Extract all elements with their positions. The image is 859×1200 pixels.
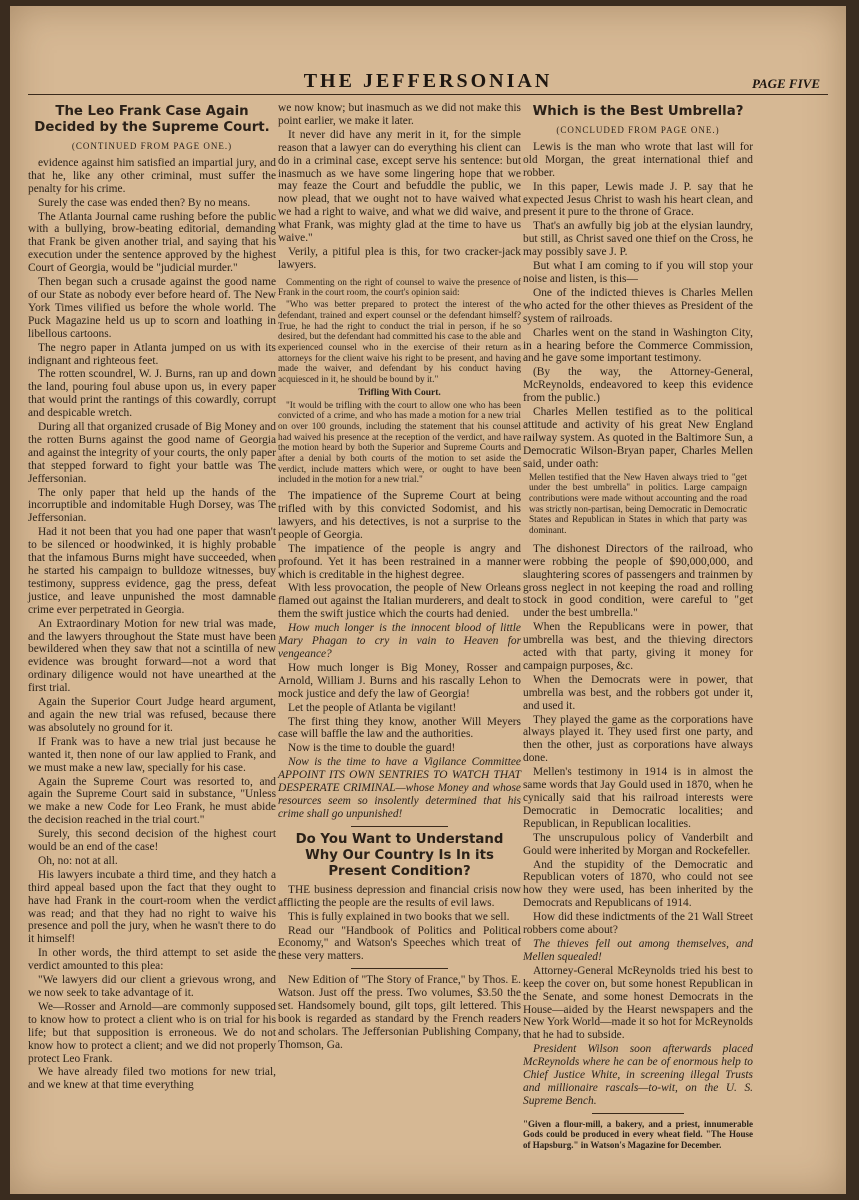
paragraph: Now is the time to have a Vigilance Committee APPOINT ITS OWN SENTRIES TO WATCH THAT DESPERATE CRIMINAL—whose Money and whose resources seem so insolently determined that his crime shall go unpunished!	[278, 756, 521, 820]
paragraph: Again the Supreme Court was resorted to, and again the Supreme Court said in substance, "Unless we make a new Code for Leo Frank, he must abide the decision reached in the trial court."	[28, 775, 276, 827]
paragraph: In this paper, Lewis made J. P. say that he expected Jesus Christ to wash his heart clean, and present it pure to the throne of Grace.	[523, 180, 753, 219]
paragraph: Had it not been that you had one paper that wasn't to be silenced or hoodwinked, it is highly probable that the infamous Burns might have succeeded, when he started his campaign to bulldoze witnesses, buy testimony, suppress evidence, gag the press, defeat justice, and leave unpunished the most damnable crime ever perpetrated in Georgia.	[28, 526, 276, 616]
paragraph: Then began such a crusade against the good name of our State as nobody ever before heard of. The New York Times vilified us before the whole world. The Puck Magazine held us up to scorn and loathing in libellous cartoons.	[28, 276, 276, 340]
paragraph: That's an awfully big job at the elysian laundry, but still, as Christ saved one thief on the Cross, he may possibly save J. P.	[523, 220, 753, 259]
column-left	[28, 102, 276, 1093]
paragraph: Attorney-General McReynolds tried his best to keep the cover on, but some honest Republican in the Senate, and some honest Democrats in the House—aided by the Hearst newspapers and the New York World—made it so hot for McReynolds that he had to subside.	[523, 964, 753, 1042]
paragraph: The first thing they know, another Will Meyers case will baffle the law and the authorities.	[278, 715, 521, 741]
paragraph: The Atlanta Journal came rushing before the public with a bullying, brow-beating editorial, demanding that Frank be given another trial, and saying that his execution under the sentence approved by the highest Court of Georgia, would be "judicial murder."	[28, 210, 276, 275]
headline-leo-frank: The Leo Frank Case Again Decided by the Supreme Court.	[34, 104, 270, 135]
paragraph: Charles went on the stand in Washington City, in a hearing before the Commerce Commission, and he gave some important testimony.	[523, 326, 753, 365]
paragraph: Let the people of Atlanta be vigilant!	[288, 701, 457, 714]
paragraph: How much longer is the innocent blood of little Mary Phagan to cry in vain to Heaven for vengeance?	[278, 622, 521, 661]
divider	[592, 1113, 684, 1114]
paragraph: Now is the time to double the guard!	[288, 742, 456, 755]
paragraph: (By the way, the Attorney-General, McReynolds, endeavored to keep this evidence from the public.)	[523, 366, 753, 405]
paragraph: With less provocation, the people of New Orleans flamed out against the Italian murderers, and dealt to them the swift justice which the courts had denied.	[278, 582, 521, 621]
paragraph: we now know; but inasmuch as we did not make this point earlier, we make it later.	[278, 102, 521, 127]
paragraph: An Extraordinary Motion for new trial was made, and the lawyers throughout the State must have been bewildered when they saw that not a scintilla of new evidence was brought forward—not a word that ordinary diligence would not have unearthed at the first trial.	[28, 617, 276, 695]
subhead-trifling: Trifling With Court.	[358, 387, 441, 398]
paragraph: We—Rosser and Arnold—are commonly supposed to know how to protect a client who is on trial for his life; but that supposition is erroneous. We do not know how to protect a client; and we did not properly protect Leo Frank.	[28, 1000, 276, 1065]
paragraph: Surely the case was ended then? By no means.	[38, 196, 251, 209]
paragraph: Again the Superior Court Judge heard argument, and again the new trial was refused, because there was absolutely no ground for it.	[28, 696, 276, 734]
paragraph: And the stupidity of the Democratic and Republican voters of 1870, who could not see how they were used, has been inherited by the Democrats and Republicans of 1914.	[523, 858, 753, 910]
mellen-quote: Mellen testified that the New Haven always tried to "get under the best umbrella" in politics. Large campaign contributions were made without accounting and the road was strictly non-partisan, being Democratic in Democratic States and Republican in States in which that party was dominant.	[529, 472, 747, 537]
paragraph: Commenting on the right of counsel to waive the presence of Frank in the court room, the court's opinion said:	[278, 277, 521, 299]
paragraph: Read our "Handbook of Politics and Political Economy," and Watson's Speeches which treat of these very matters.	[278, 924, 521, 963]
paragraph: They played the game as the corporations have always played it. They used first one party, and then the other, just as corporations have always done.	[523, 713, 753, 765]
paragraph: evidence against him satisfied an impartial jury, and that he, like any other criminal, must suffer the penalty for his crime.	[28, 156, 276, 195]
paragraph: In other words, the third attempt to set aside the verdict amounted to this plea:	[28, 947, 276, 973]
paragraph: The impatience of the people is angry and profound. Yet it has been restrained in a manner which is creditable in the highest degree.	[278, 542, 521, 581]
paragraph: Mellen's testimony in 1914 is in almost the same words that Jay Gould used in 1870, when he cynically said that his railroad interests were Democratic in Democratic localities; and Republican, in Republican localities.	[523, 766, 753, 830]
paragraph: It never did have any merit in it, for the simple reason that a lawyer can do everything his client can do in a criminal case, except serve his sentence: but inasmuch as we have some lingering hope that we may feaze the Court and befuddle the public, we now plead, that we ought not to have waived what we had a right to waive, and what we did waive, and what Frank, was mighty glad at the time to have us waive."	[278, 128, 521, 245]
paragraph: Lewis is the man who wrote that last will for old Morgan, the great international thief and robber.	[523, 140, 753, 179]
newspaper-page	[10, 6, 846, 1194]
concluded-note: (CONCLUDED FROM PAGE ONE.)	[556, 125, 720, 135]
column-middle	[278, 102, 521, 1053]
paragraph: The dishonest Directors of the railroad, who were robbing the people of $90,000,000, and slaughtering scores of passengers and trainmen by gross neglect in not keeping the road and rolling stock in good condition, were careful to "get under the best umbrella."	[523, 542, 753, 620]
page-number: PAGE FIVE	[751, 76, 820, 91]
headline-umbrella: Which is the Best Umbrella?	[532, 104, 744, 119]
paragraph: When the Republicans were in power, that umbrella was best, and the thieving directors acted with that party, giving it money for campaign purposes, &c.	[523, 621, 753, 672]
header-rule	[28, 94, 828, 95]
paragraph: The impatience of the Supreme Court at being trifled with by this convicted Sodomist, and his lawyers, and his detectives, is not a surprise to the people of Georgia.	[278, 490, 521, 541]
paragraph: We have already filed two motions for new trial, and we knew at that time everything	[28, 1066, 276, 1092]
paragraph: But what I am coming to if you will stop your noise and listen, is this—	[523, 260, 753, 285]
divider	[351, 826, 448, 827]
paragraph: The only paper that held up the hands of the incorruptible and indomitable Hugh Dorsey, was The Jeffersonian.	[28, 486, 276, 525]
masthead-title: THE JEFFERSONIAN	[303, 70, 553, 92]
paragraph: One of the indicted thieves is Charles Mellen who acted for the other thieves as President of the system of railroads.	[523, 286, 753, 325]
paragraph: How did these indictments of the 21 Wall Street robbers come about?	[523, 911, 753, 937]
paragraph: New Edition of "The Story of France," by Thos. E. Watson. Just off the press. Two volumes, $3.50 the set. Handsomely bound, gilt tops, gilt lettered. This book is regarded as standard by the French readers and scholars. The Jeffersonian Publishing Company, Thomson, Ga.	[278, 974, 521, 1051]
paragraph: The thieves fell out among themselves, and Mellen squealed!	[523, 937, 753, 963]
continued-note: (CONTINUED FROM PAGE ONE.)	[71, 141, 233, 151]
paragraph: The rotten scoundrel, W. J. Burns, ran up and down the land, pouring foul abuse upon us, in every paper that would print the rantings of this cowardly, corrupt and despicable wretch.	[28, 368, 276, 420]
paragraph: During all that organized crusade of Big Money and the rotten Burns against the good name of Georgia and against the integrity of your courts, the only paper that stepped forward to fight your battle was The Jeffersonian.	[28, 421, 276, 485]
paragraph: President Wilson soon afterwards placed McReynolds where he can be of enormous help to Chief Justice White, in screening illegal Trusts and millionaire rascals—to-wit, on the U. S. Supreme Bench.	[523, 1043, 753, 1107]
paragraph: How much longer is Big Money, Rosser and Arnold, William J. Burns and his rascally Lehon to mock justice and defy the law of Georgia!	[278, 661, 521, 700]
paragraph: The unscrupulous policy of Vanderbilt and Gould were inherited by Morgan and Rockefeller.	[523, 831, 753, 857]
paragraph: If Frank was to have a new trial just because he wanted it, then none of our law applied to Frank, and we must make a new law, specially for his case.	[28, 735, 276, 774]
court-opinion-block	[278, 278, 521, 486]
paragraph: THE business depression and financial crisis now afflicting the people are the results of evil laws.	[278, 883, 521, 909]
paragraph: The negro paper in Atlanta jumped on us with its indignant and righteous feet.	[28, 341, 276, 367]
paragraph: Charles Mellen testified as to the political attitude and activity of his great New England railway system. As quoted in the Baltimore Sun, a Democratic Wilson-Bryan paper, Charles Mellen said, under oath:	[523, 406, 753, 470]
paragraph: "It would be trifling with the court to allow one who has been convicted of a crime, and who has made a motion for a new trial on over 100 grounds, including the statement that his counsel had waived his presence at the reception of the verdict, and have the motion heard by both the Superior and Supreme Courts and after a denial by both courts of the motion to set aside the verdict, include matters which were, or ought to have been included in the motion for a new trial."	[278, 400, 521, 486]
paragraph: "Who was better prepared to protect the interest of the defendant, trained and expert counsel or the defendant himself? True, he had the right to conduct the trial in person, if he so desired, but the defendant had committed his case to the able and experienced counsel who in the exercise of their return as attorneys for the client waive his right to be present, and having made the waiver, and defendant by his conduct having acquiesced in it, he should be bound by it."	[278, 300, 521, 386]
divider	[351, 968, 448, 969]
column-right	[523, 102, 753, 1150]
paragraph: Surely, this second decision of the highest court would be an end of the case!	[28, 828, 276, 854]
headline-understand: Do You Want to Understand Why Our Country Is In its Present Condition?	[295, 831, 504, 879]
paragraph: When the Democrats were in power, that umbrella was best, and the robbers got under it, and used it.	[523, 673, 753, 712]
paragraph: Oh, no: not at all.	[38, 854, 118, 867]
paragraph: "We lawyers did our client a grievous wrong, and we now seek to take advantage of it.	[28, 974, 276, 999]
paragraph: This is fully explained in two books that we sell.	[288, 910, 510, 923]
paragraph: His lawyers incubate a third time, and they hatch a third appeal based upon the fact that they ought to have had Frank in the court-room when the verdict was read; and that they had no right to waive his presence and poll the jury, when he wasn't there to do it himself!	[28, 868, 276, 946]
paragraph: Verily, a pitiful plea is this, for two cracker-jack lawyers.	[278, 245, 521, 271]
editorial-note: "Given a flour-mill, a bakery, and a priest, innumerable Gods could be produced in every wheat field. "The House of Hapsburg." in Watson's Magazine for December.	[523, 1118, 753, 1150]
